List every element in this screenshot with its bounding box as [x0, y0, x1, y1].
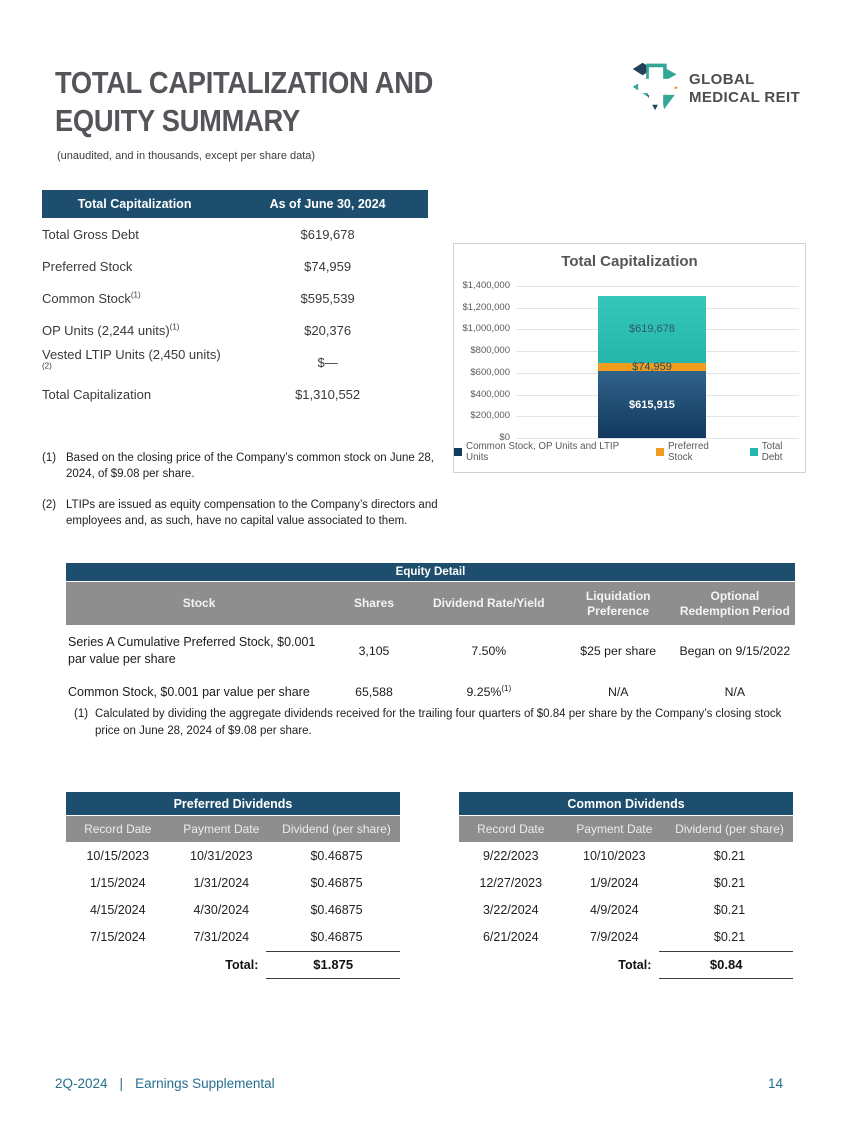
bar-segment-label: $619,678 [629, 323, 675, 336]
cell-payment-date: 1/9/2024 [589, 875, 639, 890]
table-row [66, 675, 795, 708]
page-title-line2: EQUITY SUMMARY [55, 103, 300, 138]
table-row [66, 896, 400, 923]
page-title [55, 64, 433, 140]
row-label: Preferred Stock [42, 258, 133, 274]
company-logo [631, 60, 800, 117]
cell-dividend: $0.21 [713, 902, 746, 917]
legend-item-total-debt [750, 441, 805, 463]
total-label: Total: [618, 958, 652, 972]
legend-item-common-stock-op-ltip [454, 441, 641, 463]
equity-detail-column-headers [66, 582, 795, 625]
cell-payment-date: 7/9/2024 [589, 929, 639, 944]
table-row [66, 625, 795, 675]
table-row [42, 218, 428, 250]
row-value: $1,310,552 [295, 386, 361, 402]
total-capitalization-table-header [42, 190, 428, 218]
cell-record-date: 3/22/2024 [482, 902, 539, 917]
footer-separator: | [119, 1076, 124, 1091]
cell-stock: Series A Cumulative Preferred Stock, $0.001 par value per share [68, 635, 316, 666]
legend-item-preferred-stock [656, 441, 735, 463]
cell-dividend: 9.25%$^{(1)}$ [466, 684, 512, 700]
y-axis-tick-label: $200,000 [470, 410, 510, 422]
page-subtitle: (unaudited, and in thousands, except per share data) [57, 150, 316, 162]
table-row [42, 378, 428, 410]
footnote-2 [42, 497, 444, 529]
cell-payment-date: 4/30/2024 [193, 902, 250, 917]
y-axis-tick-label: $400,000 [470, 388, 510, 400]
chart-legend [454, 441, 805, 463]
table-row [42, 250, 428, 282]
total-capitalization-chart [453, 243, 806, 473]
chart-gridline [516, 286, 799, 287]
y-axis-tick-label: $1,000,000 [462, 323, 510, 335]
bar-segment-label: $615,915 [629, 398, 675, 411]
row-value: $— [317, 354, 338, 370]
footer-doc-name: Earnings Supplemental [135, 1076, 275, 1091]
table-row [42, 346, 428, 378]
cell-redemption: N/A [724, 685, 746, 700]
y-axis-tick-label: $600,000 [470, 366, 510, 378]
footnote-text: Based on the closing price of the Company’s common stock on June 28, 2024, of $9.08 per share. [66, 452, 434, 481]
cell-record-date: 9/22/2023 [482, 848, 539, 863]
bar-segment-label: $74,959 [632, 361, 672, 374]
table-row [66, 923, 400, 950]
chart-plot-area [454, 280, 805, 443]
cell-record-date: 10/15/2023 [86, 848, 150, 863]
table-row [459, 923, 793, 950]
table-row [459, 842, 793, 869]
legend-swatch-icon [656, 448, 664, 456]
row-label: Common Stock$^{(1)}$ [42, 290, 141, 306]
footnote-1 [42, 450, 444, 482]
cell-payment-date: 4/9/2024 [589, 902, 639, 917]
column-header-dividend: Dividend Rate/Yield [433, 596, 545, 610]
footnote-marker: (2) [42, 499, 57, 512]
cell-dividend: $0.46875 [310, 848, 363, 863]
common-dividends-column-headers [459, 816, 793, 842]
cell-record-date: 12/27/2023 [479, 875, 543, 890]
cell-dividend: $0.46875 [310, 875, 363, 890]
legend-swatch-icon [454, 448, 462, 456]
cell-payment-date: 7/31/2024 [193, 929, 250, 944]
cell-dividend: 7.50% [471, 643, 507, 658]
row-value: $20,376 [304, 322, 352, 338]
y-axis-tick-label: $800,000 [470, 345, 510, 357]
chart-title: Total Capitalization [561, 253, 698, 270]
cell-liquidation: $25 per share [580, 643, 657, 658]
column-header-record-date: Record Date [477, 822, 545, 836]
page-footer [55, 1076, 783, 1091]
cell-dividend: $0.21 [713, 875, 746, 890]
page-number: 14 [767, 1076, 783, 1091]
footnotes [42, 450, 444, 544]
total-row [66, 951, 400, 979]
preferred-dividends-table [66, 792, 400, 979]
y-axis-tick-label: $1,400,000 [462, 280, 510, 291]
row-label: Total Gross Debt [42, 226, 139, 242]
cell-dividend: $0.46875 [310, 929, 363, 944]
y-axis-tick-label: $0 [499, 432, 510, 443]
equity-detail-table [66, 563, 795, 708]
cell-record-date: 4/15/2024 [89, 902, 146, 917]
footnote-marker: (1) [42, 452, 57, 464]
legend-swatch-icon [750, 448, 758, 456]
page-title-line1: TOTAL CAPITALIZATION AND [55, 65, 434, 100]
cell-dividend: $0.46875 [310, 902, 363, 917]
cell-liquidation: N/A [607, 685, 629, 700]
column-header-dividend: Dividend (per share) [282, 822, 391, 836]
logo-text-line1: GLOBAL [689, 70, 755, 88]
row-label: OP Units (2,244 units)$^{(1)}$ [42, 322, 180, 338]
cell-stock: Common Stock, $0.001 par value per share [68, 684, 310, 699]
header-cell-title: Total Capitalization [77, 197, 192, 211]
row-label: Total Capitalization [42, 386, 152, 402]
cell-payment-date: 10/10/2023 [583, 848, 646, 863]
footnote-text: LTIPs are issued as equity compensation to the Company’s directors and employees and, as such, have no capital value associated to them. [66, 499, 438, 528]
footnote-text: Calculated by dividing the aggregate dividends received for the trailing four quarters of $0.84 per share by the Company’s closing stock price on June 28, 2024 of $9.08 per share. [95, 708, 782, 737]
common-dividends-title: Common Dividends [459, 792, 793, 816]
cell-dividend: $0.21 [713, 929, 746, 944]
row-value: $595,539 [300, 290, 355, 306]
table-row [66, 842, 400, 869]
table-row [42, 282, 428, 314]
medical-cross-logo-icon [631, 60, 681, 117]
company-logo-text [689, 71, 800, 107]
cell-payment-date: 10/31/2023 [190, 848, 253, 863]
column-header-record-date: Record Date [84, 822, 152, 836]
table-row [66, 869, 400, 896]
column-header-liquidation: Liquidation Preference [585, 588, 651, 618]
row-label: Vested LTIP Units (2,450 units)$^{(2)}$ [42, 347, 221, 371]
chart-gridline [516, 438, 799, 439]
equity-detail-title: Equity Detail [66, 563, 795, 582]
legend-label: Common Stock, OP Units and LTIP Units [466, 441, 620, 463]
row-value: $74,959 [304, 258, 352, 274]
cell-shares: 3,105 [358, 643, 390, 658]
logo-text-line2: MEDICAL REIT [689, 88, 801, 106]
y-axis-tick-label: $1,200,000 [462, 301, 510, 313]
preferred-dividends-title: Preferred Dividends [66, 792, 400, 816]
table-row [42, 314, 428, 346]
total-row [459, 951, 793, 979]
cell-shares: 65,588 [355, 685, 393, 700]
cell-dividend: $0.21 [713, 848, 746, 863]
column-header-payment-date: Payment Date [183, 822, 260, 836]
header-cell-date: As of June 30, 2024 [269, 197, 386, 211]
table-row [459, 896, 793, 923]
total-value: $0.84 [659, 951, 793, 979]
footer-left [55, 1076, 275, 1091]
cell-record-date: 1/15/2024 [89, 875, 146, 890]
column-header-dividend: Dividend (per share) [675, 822, 784, 836]
column-header-redemption: Optional Redemption Period [679, 588, 790, 618]
column-header-shares: Shares [353, 596, 394, 610]
cell-redemption: Began on 9/15/2022 [679, 643, 791, 658]
cell-record-date: 7/15/2024 [89, 929, 146, 944]
total-label: Total: [225, 958, 259, 972]
legend-label: Preferred Stock [668, 441, 709, 463]
total-capitalization-table [42, 190, 428, 410]
footnote-marker: (1) [74, 708, 89, 720]
table-row [459, 869, 793, 896]
preferred-dividends-column-headers [66, 816, 400, 842]
column-header-payment-date: Payment Date [576, 822, 653, 836]
total-value: $1.875 [266, 951, 400, 979]
row-value: $619,678 [300, 226, 355, 242]
cell-record-date: 6/21/2024 [482, 929, 539, 944]
cell-payment-date: 1/31/2024 [193, 875, 250, 890]
equity-footnote [74, 706, 792, 739]
column-header-stock: Stock [182, 596, 216, 610]
footer-quarter: 2Q-2024 [55, 1076, 108, 1091]
legend-label: Total Debt [761, 441, 783, 463]
common-dividends-table [459, 792, 793, 979]
